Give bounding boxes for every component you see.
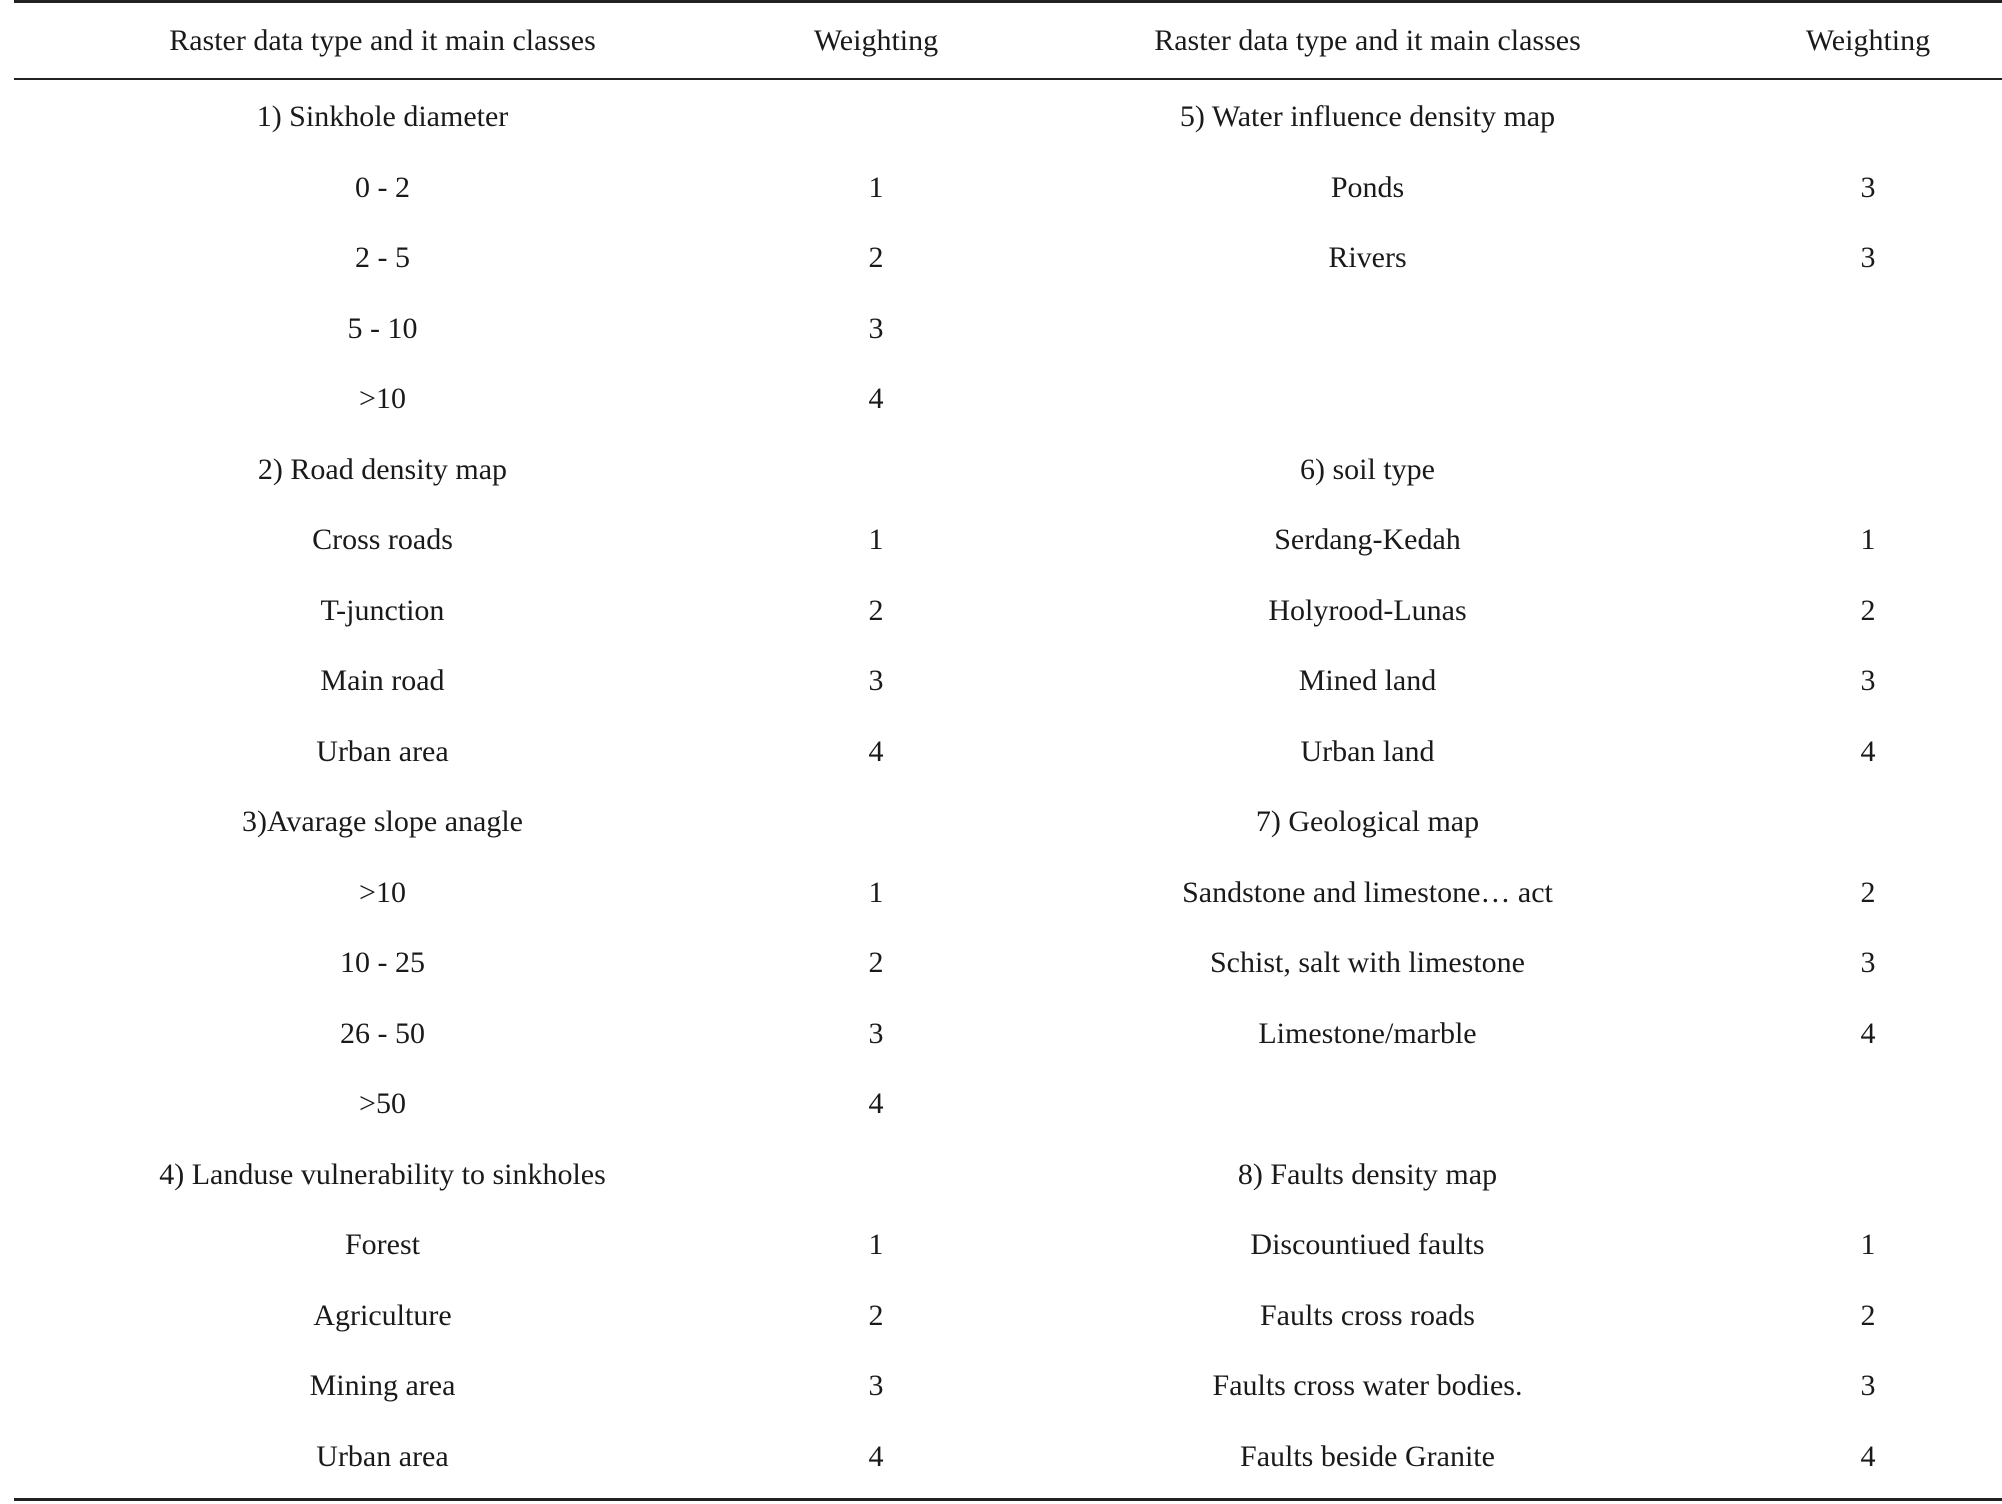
cell-class-left: Mining area [309, 1369, 456, 1403]
table-row [14, 999, 2002, 1070]
cell-class-left: 4) Landuse vulnerability to sinkholes [159, 1157, 606, 1191]
cell-class-left: >10 [359, 875, 406, 909]
cell-class-left: T-junction [320, 593, 445, 627]
cell-weight-right [1734, 294, 2002, 365]
table-row [14, 1422, 2002, 1493]
table-row [14, 505, 2002, 576]
header-weighting-right: Weighting [1805, 24, 1931, 57]
weighting-table [14, 0, 2002, 1492]
table-row [14, 787, 2002, 858]
header-weighting-left: Weighting [813, 24, 939, 57]
cell-class-right: 8) Faults density map [1237, 1157, 1498, 1191]
header-row [14, 0, 2002, 82]
table-row [14, 1140, 2002, 1211]
cell-weight-left: 1 [868, 875, 884, 909]
cell-class-left: Urban area [316, 1439, 449, 1473]
table-row [14, 858, 2002, 929]
cell-weight-right: 3 [1860, 946, 1876, 980]
cell-weight-left [751, 787, 1001, 858]
cell-class-right: Faults cross roads [1260, 1298, 1475, 1332]
cell-class-right: Schist, salt with limestone [1210, 946, 1525, 980]
table-row [14, 435, 2002, 506]
cell-weight-right: 3 [1860, 241, 1876, 275]
cell-weight-left: 2 [868, 241, 884, 275]
cell-weight-left: 3 [868, 311, 884, 345]
table-row [14, 1069, 2002, 1140]
table-row [14, 223, 2002, 294]
cell-class-left: Urban area [316, 734, 449, 768]
cell-class-right: Limestone/marble [1258, 1016, 1477, 1050]
table-row [14, 717, 2002, 788]
table-row [14, 364, 2002, 435]
cell-weight-right: 4 [1860, 1439, 1876, 1473]
cell-class-left: Forest [345, 1228, 420, 1262]
cell-class-left: 2) Road density map [257, 452, 508, 486]
cell-class-right: Ponds [1330, 170, 1405, 204]
cell-weight-left [751, 435, 1001, 506]
table-row [14, 1281, 2002, 1352]
cell-weight-right [1734, 82, 2002, 153]
cell-class-left: 3)Avarage slope anagle [242, 805, 523, 839]
cell-weight-right [1734, 787, 2002, 858]
cell-weight-left: 4 [868, 734, 884, 768]
table-body [14, 82, 2002, 1492]
cell-class-left: Cross roads [312, 523, 453, 557]
cell-class-right: Urban land [1300, 734, 1435, 768]
cell-class-left: >10 [359, 382, 406, 416]
cell-class-right: Rivers [1328, 241, 1407, 275]
cell-weight-right: 4 [1860, 734, 1876, 768]
cell-weight-left: 2 [868, 1298, 884, 1332]
cell-weight-right: 4 [1860, 1016, 1876, 1050]
cell-weight-right: 2 [1860, 875, 1876, 909]
cell-class-right: Serdang-Kedah [1274, 523, 1461, 557]
table-row [14, 1210, 2002, 1281]
cell-weight-right: 1 [1860, 1228, 1876, 1262]
cell-weight-right: 3 [1860, 1369, 1876, 1403]
cell-weight-left: 3 [868, 1016, 884, 1050]
cell-class-right: 6) soil type [1300, 452, 1435, 486]
cell-weight-left: 1 [868, 523, 884, 557]
cell-class-right: Sandstone and limestone… act [1182, 875, 1553, 909]
cell-weight-left: 4 [868, 1439, 884, 1473]
cell-weight-left: 1 [868, 170, 884, 204]
cell-weight-left [751, 82, 1001, 153]
cell-weight-right: 3 [1860, 170, 1876, 204]
cell-class-right: Faults beside Granite [1240, 1439, 1495, 1473]
cell-weight-right [1734, 435, 2002, 506]
header-raster-type-right: Raster data type and it main classes [1154, 24, 1581, 57]
cell-class-right: Mined land [1298, 664, 1437, 698]
table-row [14, 928, 2002, 999]
cell-weight-right: 2 [1860, 593, 1876, 627]
table-row [14, 576, 2002, 647]
cell-weight-right [1734, 364, 2002, 435]
cell-class-right: Discountiued faults [1250, 1228, 1485, 1262]
cell-weight-right: 2 [1860, 1298, 1876, 1332]
cell-class-left: 10 - 25 [340, 946, 425, 980]
cell-weight-left: 3 [868, 1369, 884, 1403]
cell-class-right: Faults cross water bodies. [1212, 1369, 1523, 1403]
cell-class-right [1001, 364, 1734, 435]
table-row [14, 1351, 2002, 1422]
cell-weight-left: 4 [868, 382, 884, 416]
cell-weight-left: 2 [868, 946, 884, 980]
cell-weight-left: 3 [868, 664, 884, 698]
cell-weight-left: 4 [868, 1087, 884, 1121]
cell-weight-left: 1 [868, 1228, 884, 1262]
cell-class-left: 1) Sinkhole diameter [256, 100, 509, 134]
cell-class-left: >50 [359, 1087, 406, 1121]
cell-weight-right [1734, 1140, 2002, 1211]
cell-weight-right [1734, 1069, 2002, 1140]
cell-weight-right: 1 [1860, 523, 1876, 557]
cell-weight-left [751, 1140, 1001, 1211]
table-row [14, 82, 2002, 153]
cell-class-left: 2 - 5 [355, 241, 410, 275]
cell-class-left: 26 - 50 [340, 1016, 425, 1050]
cell-class-right [1001, 1069, 1734, 1140]
cell-class-left: 5 - 10 [347, 311, 418, 345]
table-row [14, 646, 2002, 717]
cell-class-left: Main road [320, 664, 445, 698]
table-bottom-rule [14, 1498, 2002, 1501]
cell-weight-right: 3 [1860, 664, 1876, 698]
table-row [14, 294, 2002, 365]
header-raster-type-left: Raster data type and it main classes [169, 24, 596, 57]
table-header [14, 0, 2002, 82]
cell-class-right: 5) Water influence density map [1179, 100, 1556, 134]
table-row [14, 153, 2002, 224]
cell-weight-left: 2 [868, 593, 884, 627]
cell-class-left: 0 - 2 [355, 170, 410, 204]
cell-class-right [1001, 294, 1734, 365]
cell-class-right: 7) Geological map [1255, 805, 1480, 839]
cell-class-right: Holyrood-Lunas [1268, 593, 1467, 627]
cell-class-left: Agriculture [313, 1298, 452, 1332]
